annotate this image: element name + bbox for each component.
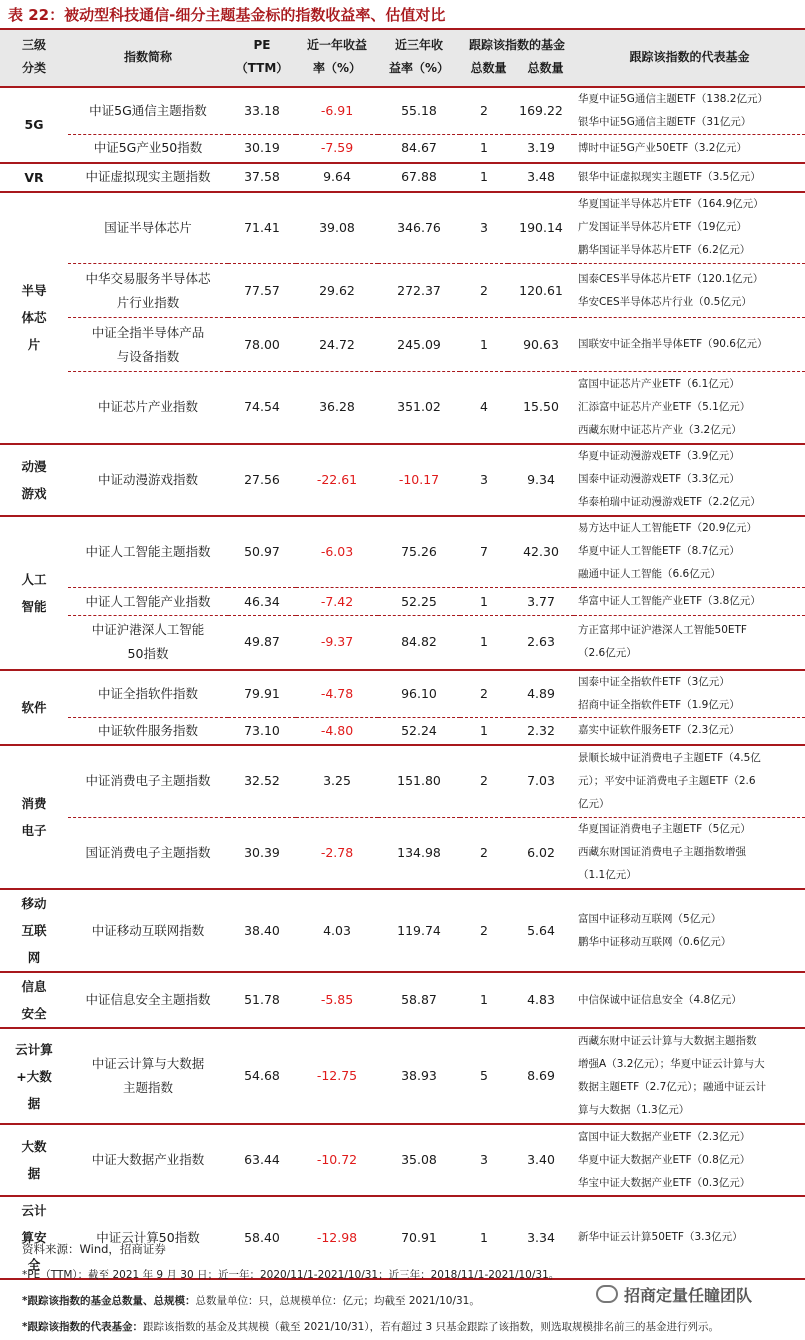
representative-funds-cell [574, 817, 805, 889]
fund-line: 华安CES半导体芯片行业（0.5亿元） [578, 295, 752, 308]
fund-line: 新华中证云计算50ETF（3.3亿元） [578, 1231, 743, 1243]
return-1y-cell: 29.62 [296, 264, 378, 318]
category-cell: 半导 体芯 片 [0, 192, 68, 444]
fund-count-cell: 1 [460, 135, 508, 163]
category-cell: 动漫 游戏 [0, 444, 68, 516]
representative-funds-cell [574, 670, 805, 718]
category-cell: 信息 安全 [0, 972, 68, 1028]
fund-count-cell: 7 [460, 516, 508, 588]
table-row [0, 1028, 805, 1124]
fund-line: 融通中证人工智能（6.6亿元） [578, 568, 721, 581]
representative-funds-cell [574, 516, 805, 588]
index-name-cell: 中证虚拟现实主题指数 [68, 163, 228, 192]
category-cell: 软件 [0, 670, 68, 746]
index-name-cell: 中证芯片产业指数 [68, 372, 228, 444]
fund-count-cell: 3 [460, 192, 508, 264]
pe-cell: 63.44 [228, 1124, 296, 1196]
header-pe: PE （TTM） [228, 28, 296, 87]
return-3y-cell: 272.37 [378, 264, 460, 318]
index-name-cell: 中证移动互联网指数 [68, 889, 228, 972]
fund-line: 嘉实中证软件服务ETF（2.3亿元） [578, 724, 740, 737]
return-3y-cell: 151.80 [378, 745, 460, 817]
representative-funds-cell [574, 972, 805, 1028]
index-name-cell: 中证云计算50指数 [68, 1196, 228, 1279]
return-1y-cell: 36.28 [296, 372, 378, 444]
fund-count-cell: 1 [460, 163, 508, 192]
pe-cell: 58.40 [228, 1196, 296, 1279]
fund-line: 数据主题ETF（2.7亿元）；融通中证云计 [578, 1081, 767, 1093]
return-1y-cell: 24.72 [296, 318, 378, 372]
return-3y-cell: 55.18 [378, 87, 460, 135]
return-1y-cell: 4.03 [296, 889, 378, 972]
fund-size-cell: 3.19 [508, 135, 574, 163]
pe-cell: 37.58 [228, 163, 296, 192]
category-cell: VR [0, 163, 68, 192]
index-name-cell: 中证动漫游戏指数 [68, 444, 228, 516]
return-1y-cell: 39.08 [296, 192, 378, 264]
fund-line: 华夏国证消费电子主题ETF（5亿元） [578, 823, 751, 836]
index-name-cell: 中证人工智能产业指数 [68, 588, 228, 616]
return-1y-cell: -2.78 [296, 817, 378, 889]
table-row [0, 135, 805, 163]
index-name-cell: 国证半导体芯片 [68, 192, 228, 264]
return-3y-cell: 346.76 [378, 192, 460, 264]
pe-cell: 71.41 [228, 192, 296, 264]
fund-line: 华夏中证5G通信主题ETF（138.2亿元） [578, 93, 768, 105]
table-row [0, 444, 805, 516]
fund-line: 汇添富中证芯片产业ETF（5.1亿元） [578, 400, 751, 413]
pe-cell: 78.00 [228, 318, 296, 372]
fund-line: 亿元） [578, 797, 610, 810]
fund-size-cell: 3.77 [508, 588, 574, 616]
index-name-cell: 中华交易服务半导体芯 片行业指数 [68, 264, 228, 318]
table-row [0, 670, 805, 718]
pe-cell: 77.57 [228, 264, 296, 318]
fund-count-cell: 2 [460, 889, 508, 972]
fund-line: 元）；平安中证消费电子主题ETF（2.6 [578, 774, 756, 787]
fund-size-cell: 3.34 [508, 1196, 574, 1279]
pe-cell: 38.40 [228, 889, 296, 972]
pe-cell: 33.18 [228, 87, 296, 135]
representative-funds-cell [574, 87, 805, 135]
category-cell: 大数 据 [0, 1124, 68, 1196]
fund-line: 西藏东财国证消费电子主题指数增强 [578, 846, 747, 859]
fund-line: 国泰中证全指软件ETF（3亿元） [578, 675, 730, 688]
return-3y-cell: 67.88 [378, 163, 460, 192]
fund-size-cell: 2.32 [508, 717, 574, 745]
return-1y-cell: 3.25 [296, 745, 378, 817]
representative-fund-note: *跟踪该指数的代表基金：跟踪该指数的基金及其规模（截至 2021/10/31），若有超过 3 只基金跟踪了该指数，则选取规模排名前三的基金进行列示。 [22, 1321, 719, 1333]
fund-line: 增强A（3.2亿元）；华夏中证云计算与大 [578, 1058, 765, 1070]
fund-line: 国联安中证全指半导体ETF（90.6亿元） [578, 338, 768, 350]
fund-count-cell: 1 [460, 588, 508, 616]
fund-line: （2.6亿元） [578, 647, 637, 660]
wechat-icon [596, 1285, 618, 1303]
category-cell: 5G [0, 87, 68, 163]
fund-size-cell: 120.61 [508, 264, 574, 318]
return-3y-cell: 134.98 [378, 817, 460, 889]
representative-funds-cell [574, 192, 805, 264]
table-row [0, 87, 805, 135]
fund-line: 算与大数据（1.3亿元） [578, 1104, 690, 1116]
table-row [0, 616, 805, 670]
return-1y-cell: -5.85 [296, 972, 378, 1028]
table-row [0, 318, 805, 372]
representative-funds-cell [574, 135, 805, 163]
fund-line: 华夏中证大数据产业ETF（0.8亿元） [578, 1153, 751, 1166]
fund-size-cell: 169.22 [508, 87, 574, 135]
pe-cell: 51.78 [228, 972, 296, 1028]
pe-cell: 30.19 [228, 135, 296, 163]
return-1y-cell: 9.64 [296, 163, 378, 192]
fund-count-cell: 2 [460, 817, 508, 889]
header-fund-count-size: 跟踪该指数的基金 总数量 总数量 [460, 28, 574, 87]
category-cell: 消费 电子 [0, 745, 68, 889]
fund-line: 富国中证芯片产业ETF（6.1亿元） [578, 377, 740, 390]
fund-count-cell: 3 [460, 1124, 508, 1196]
table-body [0, 87, 805, 1279]
fund-size-cell: 6.02 [508, 817, 574, 889]
return-3y-cell: 75.26 [378, 516, 460, 588]
fund-count-cell: 2 [460, 264, 508, 318]
table-row [0, 717, 805, 745]
pe-cell: 79.91 [228, 670, 296, 718]
return-3y-cell: 52.25 [378, 588, 460, 616]
source-note: 资料来源：Wind，招商证券 [22, 1242, 166, 1256]
category-cell: 云计 算安 全 [0, 1196, 68, 1279]
fund-line: 华富中证人工智能产业ETF（3.8亿元） [578, 595, 761, 607]
return-1y-cell: -4.78 [296, 670, 378, 718]
watermark: 招商定量任瞳团队 [596, 1283, 752, 1306]
index-name-cell: 中证大数据产业指数 [68, 1124, 228, 1196]
index-name-cell: 中证云计算与大数据 主题指数 [68, 1028, 228, 1124]
fund-size-cell: 3.48 [508, 163, 574, 192]
index-name-cell: 中证消费电子主题指数 [68, 745, 228, 817]
representative-funds-cell [574, 163, 805, 192]
index-name-cell: 中证5G产业50指数 [68, 135, 228, 163]
fund-line: 华夏中证人工智能ETF（8.7亿元） [578, 545, 740, 558]
return-1y-cell: -6.03 [296, 516, 378, 588]
table-row [0, 264, 805, 318]
fund-line: 国泰中证动漫游戏ETF（3.3亿元） [578, 473, 740, 485]
return-1y-cell: -7.42 [296, 588, 378, 616]
table-row [0, 516, 805, 588]
table-row [0, 192, 805, 264]
header-return-1y: 近一年收益 率（%） [296, 28, 378, 87]
index-name-cell: 国证消费电子主题指数 [68, 817, 228, 889]
fund-line: 鹏华中证移动互联网（0.6亿元） [578, 935, 732, 948]
index-name-cell: 中证全指软件指数 [68, 670, 228, 718]
fund-line: 招商中证全指软件ETF（1.9亿元） [578, 698, 740, 711]
fund-size-cell: 8.69 [508, 1028, 574, 1124]
fund-size-cell: 42.30 [508, 516, 574, 588]
fund-line: 鹏华国证半导体芯片ETF（6.2亿元） [578, 244, 751, 257]
return-1y-cell: -12.75 [296, 1028, 378, 1124]
fund-size-cell: 4.83 [508, 972, 574, 1028]
table-row [0, 817, 805, 889]
return-3y-cell: 351.02 [378, 372, 460, 444]
return-1y-cell: -10.72 [296, 1124, 378, 1196]
fund-count-cell: 2 [460, 670, 508, 718]
fund-size-cell: 15.50 [508, 372, 574, 444]
representative-funds-cell [574, 616, 805, 670]
return-3y-cell: 96.10 [378, 670, 460, 718]
representative-funds-cell [574, 1028, 805, 1124]
return-3y-cell: 245.09 [378, 318, 460, 372]
table-header [0, 28, 805, 87]
fund-size-cell: 9.34 [508, 444, 574, 516]
fund-count-cell: 4 [460, 372, 508, 444]
return-3y-cell: 38.93 [378, 1028, 460, 1124]
table-row [0, 889, 805, 972]
fund-line: 银华中证虚拟现实主题ETF（3.5亿元） [578, 170, 761, 183]
table-row [0, 163, 805, 192]
return-1y-cell: -6.91 [296, 87, 378, 135]
index-name-cell: 中证信息安全主题指数 [68, 972, 228, 1028]
return-1y-cell: -7.59 [296, 135, 378, 163]
fund-count-cell: 1 [460, 616, 508, 670]
pe-cell: 32.52 [228, 745, 296, 817]
pe-cell: 50.97 [228, 516, 296, 588]
pe-cell: 30.39 [228, 817, 296, 889]
fund-line: 富国中证大数据产业ETF（2.3亿元） [578, 1130, 751, 1143]
fund-line: （1.1亿元） [578, 869, 637, 882]
table-row [0, 972, 805, 1028]
fund-size-cell: 90.63 [508, 318, 574, 372]
fund-size-cell: 2.63 [508, 616, 574, 670]
fund-count-cell: 3 [460, 444, 508, 516]
return-1y-cell: -22.61 [296, 444, 378, 516]
return-3y-cell: 35.08 [378, 1124, 460, 1196]
pe-cell: 27.56 [228, 444, 296, 516]
fund-count-cell: 2 [460, 745, 508, 817]
representative-funds-cell [574, 889, 805, 972]
table-row [0, 1124, 805, 1196]
return-3y-cell: -10.17 [378, 444, 460, 516]
fund-size-cell: 5.64 [508, 889, 574, 972]
fund-line: 华夏国证半导体芯片ETF（164.9亿元） [578, 198, 764, 211]
representative-funds-cell [574, 444, 805, 516]
pe-note: *PE（TTM）：截至 2021 年 9 月 30 日；近一年：2020/11/1-2021/10/31；近三年：2018/11/1-2021/10/31。 [22, 1269, 560, 1281]
index-name-cell: 中证沪港深人工智能 50指数 [68, 616, 228, 670]
table-row [0, 588, 805, 616]
fund-size-cell: 190.14 [508, 192, 574, 264]
return-3y-cell: 84.82 [378, 616, 460, 670]
fund-line: 中信保诚中证信息安全（4.8亿元） [578, 993, 742, 1006]
pe-cell: 46.34 [228, 588, 296, 616]
fund-line: 西藏东财中证云计算与大数据主题指数 [578, 1035, 757, 1047]
category-cell: 人工 智能 [0, 516, 68, 670]
fund-table [0, 28, 805, 1280]
fund-count-cell: 1 [460, 972, 508, 1028]
header-representative-funds: 跟踪该指数的代表基金 [574, 28, 805, 87]
return-3y-cell: 119.74 [378, 889, 460, 972]
pe-cell: 74.54 [228, 372, 296, 444]
table-row [0, 372, 805, 444]
fund-line: 银华中证5G通信主题ETF（31亿元） [578, 116, 752, 128]
return-1y-cell: -9.37 [296, 616, 378, 670]
index-name-cell: 中证人工智能主题指数 [68, 516, 228, 588]
fund-line: 景顺长城中证消费电子主题ETF（4.5亿 [578, 751, 761, 764]
pe-cell: 49.87 [228, 616, 296, 670]
fund-line: 华宝中证大数据产业ETF（0.3亿元） [578, 1176, 751, 1189]
table-row [0, 745, 805, 817]
category-cell: 移动 互联 网 [0, 889, 68, 972]
fund-line: 国泰CES半导体芯片ETF（120.1亿元） [578, 272, 764, 285]
pe-cell: 54.68 [228, 1028, 296, 1124]
fund-line: 华泰柏瑞中证动漫游戏ETF（2.2亿元） [578, 496, 761, 508]
return-3y-cell: 52.24 [378, 717, 460, 745]
fund-size-cell: 3.40 [508, 1124, 574, 1196]
pe-cell: 73.10 [228, 717, 296, 745]
fund-count-cell: 1 [460, 1196, 508, 1279]
representative-funds-cell [574, 264, 805, 318]
representative-funds-cell [574, 717, 805, 745]
fund-line: 广发国证半导体芯片ETF（19亿元） [578, 221, 747, 234]
fund-line: 方正富邦中证沪港深人工智能50ETF [578, 624, 747, 637]
return-1y-cell: -12.98 [296, 1196, 378, 1279]
return-3y-cell: 84.67 [378, 135, 460, 163]
header-category: 三级 分类 [0, 28, 68, 87]
fund-size-cell: 7.03 [508, 745, 574, 817]
fund-size-cell: 4.89 [508, 670, 574, 718]
header-return-3y: 近三年收 益率（%） [378, 28, 460, 87]
index-name-cell: 中证软件服务指数 [68, 717, 228, 745]
representative-funds-cell [574, 372, 805, 444]
representative-funds-cell [574, 745, 805, 817]
category-cell: 云计算 +大数 据 [0, 1028, 68, 1124]
return-1y-cell: -4.80 [296, 717, 378, 745]
return-3y-cell: 70.91 [378, 1196, 460, 1279]
index-name-cell: 中证全指半导体产品 与设备指数 [68, 318, 228, 372]
table-title: 表 22：被动型科技通信-细分主题基金标的指数收益率、估值对比 [8, 6, 446, 24]
fund-line: 华夏中证动漫游戏ETF（3.9亿元） [578, 450, 740, 462]
fund-count-cell: 1 [460, 717, 508, 745]
index-name-cell: 中证5G通信主题指数 [68, 87, 228, 135]
fund-count-cell: 1 [460, 318, 508, 372]
fund-line: 西藏东财中证芯片产业（3.2亿元） [578, 423, 742, 436]
header-index-name: 指数简称 [68, 28, 228, 87]
fund-count-cell: 2 [460, 87, 508, 135]
representative-funds-cell [574, 318, 805, 372]
representative-funds-cell [574, 1124, 805, 1196]
return-3y-cell: 58.87 [378, 972, 460, 1028]
representative-funds-cell [574, 588, 805, 616]
fund-line: 博时中证5G产业50ETF（3.2亿元） [578, 141, 747, 154]
fund-line: 易方达中证人工智能ETF（20.9亿元） [578, 522, 757, 535]
fund-line: 富国中证移动互联网（5亿元） [578, 912, 722, 925]
fund-count-note: *跟踪该指数的基金总数量、总规模：总数量单位：只，总规模单位：亿元；均截至 2021/10/31。 [22, 1295, 480, 1307]
fund-count-cell: 5 [460, 1028, 508, 1124]
